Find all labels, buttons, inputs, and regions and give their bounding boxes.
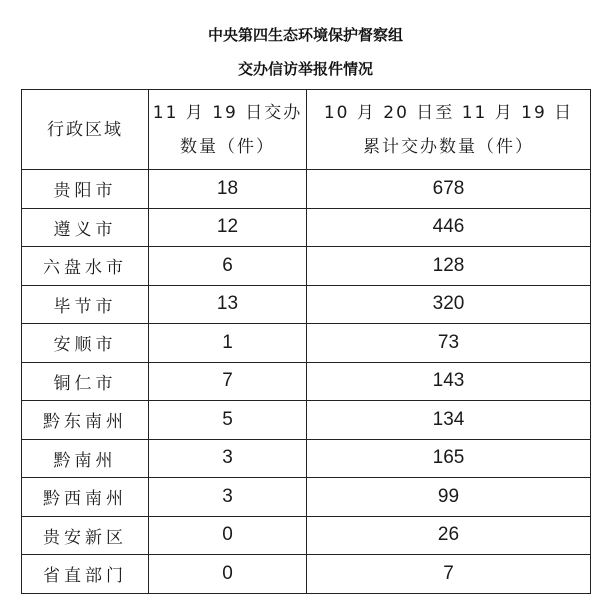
cell-region: 省直部门 <box>22 555 149 594</box>
cell-region: 黔南州 <box>22 439 149 478</box>
header-daily-line2: 数量（件） <box>180 136 275 157</box>
page-subtitle: 交办信访举报件情况 <box>237 60 373 78</box>
page-title: 中央第四生态环境保护督察组 <box>207 26 403 44</box>
cell-region: 铜仁市 <box>22 362 149 401</box>
header-total <box>307 90 591 170</box>
cell-total: 143 <box>307 362 591 401</box>
table-row <box>22 362 591 401</box>
cell-total: 320 <box>307 285 591 324</box>
cell-total: 99 <box>307 478 591 517</box>
cell-daily: 13 <box>149 285 307 324</box>
header-region <box>22 90 149 170</box>
cell-region: 毕节市 <box>22 285 149 324</box>
cell-total: 134 <box>307 401 591 440</box>
report-table <box>21 89 591 594</box>
table-row <box>22 439 591 478</box>
table-row <box>22 555 591 594</box>
cell-daily: 3 <box>149 439 307 478</box>
cell-total: 73 <box>307 324 591 363</box>
table-row <box>22 324 591 363</box>
cell-total: 26 <box>307 516 591 555</box>
table-header-row <box>22 90 591 170</box>
header-region-label: 行政区域 <box>47 119 123 140</box>
cell-region: 贵安新区 <box>22 516 149 555</box>
cell-region: 遵义市 <box>22 208 149 247</box>
cell-region: 六盘水市 <box>22 247 149 286</box>
cell-daily: 5 <box>149 401 307 440</box>
table-row <box>22 516 591 555</box>
cell-daily: 6 <box>149 247 307 286</box>
cell-total: 165 <box>307 439 591 478</box>
cell-daily: 3 <box>149 478 307 517</box>
header-total-line2: 累计交办数量（件） <box>363 136 534 157</box>
cell-region: 黔西南州 <box>22 478 149 517</box>
table-row <box>22 401 591 440</box>
cell-total: 678 <box>307 170 591 209</box>
header-daily-line1: 11 月 19 日交办 <box>152 102 303 123</box>
cell-total: 446 <box>307 208 591 247</box>
table-row <box>22 285 591 324</box>
cell-daily: 1 <box>149 324 307 363</box>
header-daily <box>149 90 307 170</box>
cell-daily: 0 <box>149 555 307 594</box>
header-total-line1: 10 月 20 日至 11 月 19 日 <box>323 102 574 123</box>
table-row <box>22 170 591 209</box>
table-row <box>22 247 591 286</box>
table-row <box>22 478 591 517</box>
cell-daily: 12 <box>149 208 307 247</box>
cell-daily: 18 <box>149 170 307 209</box>
cell-total: 128 <box>307 247 591 286</box>
cell-region: 安顺市 <box>22 324 149 363</box>
cell-region: 黔东南州 <box>22 401 149 440</box>
cell-daily: 0 <box>149 516 307 555</box>
cell-total: 7 <box>307 555 591 594</box>
cell-daily: 7 <box>149 362 307 401</box>
table-row <box>22 208 591 247</box>
cell-region: 贵阳市 <box>22 170 149 209</box>
